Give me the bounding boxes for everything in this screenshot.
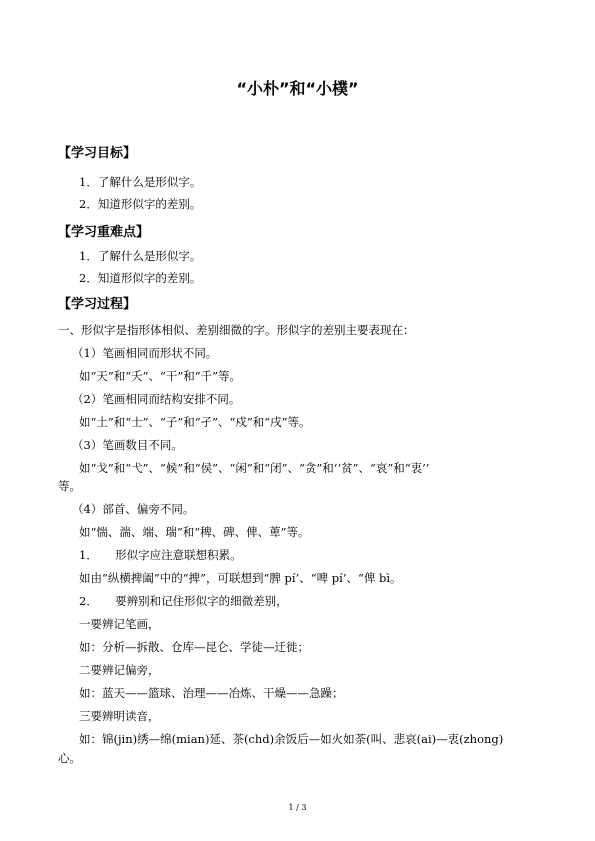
goal-item: 2．知道形似字的差别。 <box>79 197 202 211</box>
process-line: 一、形似字是指形体相似、差别细微的字。形似字的差别主要表现在： <box>58 323 415 337</box>
page-number: 1 / 3 <box>288 803 307 812</box>
process-line: 如“天”和“夭”、“干”和“千”等。 <box>79 369 242 383</box>
process-line: 二要辨记偏旁， <box>79 663 160 677</box>
process-line: （1）笔画相同而形状不同。 <box>72 346 218 360</box>
key-point-item: 1．了解什么是形似字。 <box>79 249 202 263</box>
process-line: （2）笔画相同而结构安排不同。 <box>72 392 241 406</box>
process-line: 如：锦(jin)绣—绵(mian)延、茶(chd)余饭后—如火如荼(叫、悲哀(ai)—衷(zhong) <box>79 732 504 746</box>
process-line: 如：分析—拆散、仓库—昆仑、学徒—迁徙； <box>79 640 309 654</box>
section-heading-process: 【学习过程】 <box>58 297 137 312</box>
process-line: 1． 形似字应注意联想积累。 <box>79 548 242 562</box>
goal-item: 1．了解什么是形似字。 <box>79 175 202 189</box>
process-line: （4）部首、偏旁不同。 <box>72 502 195 516</box>
process-line: 心。 <box>58 751 81 765</box>
section-heading-key-points: 【学习重难点】 <box>58 225 150 240</box>
process-line: 一要辨记笔画， <box>79 617 160 631</box>
process-line: 三要辨明读音， <box>79 709 160 723</box>
process-line: 如由“纵横捭阖”中的“捭”，可联想到“脾 pí’、“啤 pí’、“俾 bì。 <box>79 571 402 585</box>
process-line: （3）笔画数目不同。 <box>72 438 183 452</box>
process-line: 等。 <box>58 479 81 493</box>
document-title: “小朴”和“小樸” <box>236 79 359 98</box>
process-line: 如“戈”和“弋”、“候”和“侯”、“闲”和“闭”、“贪”和‘‘贫”、“哀”和“衷’’ <box>79 461 430 475</box>
section-heading-goals: 【学习目标】 <box>58 146 137 161</box>
process-line: 如“惴、湍、端、瑞”和“稗、碑、俾、萆”等。 <box>79 525 310 539</box>
process-line: 如“土”和“士”、“子”和“孑”、“戍”和“戌”等。 <box>79 415 311 429</box>
key-point-item: 2．知道形似字的差别。 <box>79 271 202 285</box>
process-line: 2． 要辨别和记住形似字的细微差别， <box>79 594 288 608</box>
process-line: 如：蓝天——篮球、治理——冶炼、干燥——急躁； <box>79 686 344 700</box>
